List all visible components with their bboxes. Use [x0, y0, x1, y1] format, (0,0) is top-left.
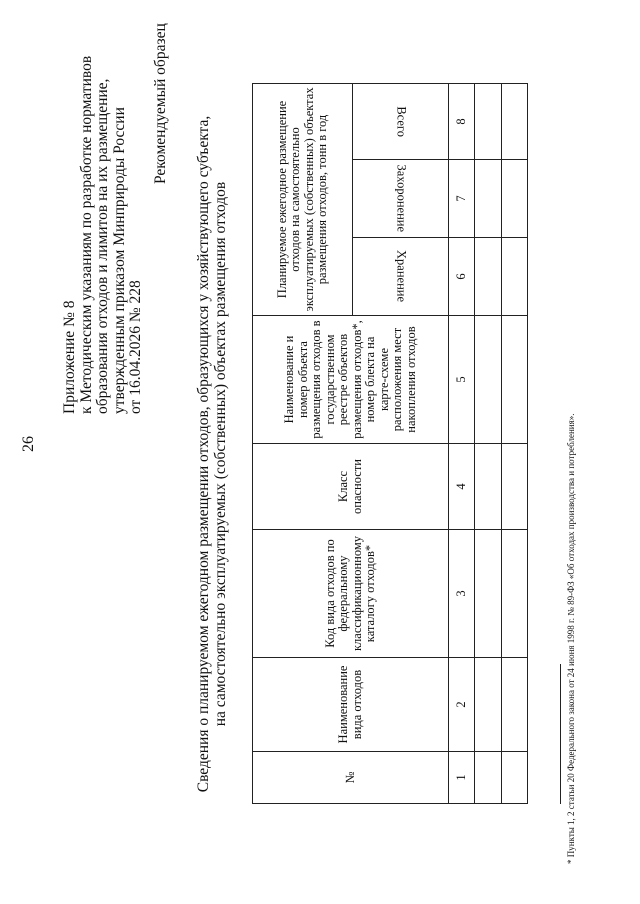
subheader-burial: [353, 160, 449, 238]
column-number-7: 7: [449, 160, 475, 238]
column-number-5: 5: [449, 316, 475, 444]
recommended-sample-label: Рекомендуемый образец: [152, 23, 169, 184]
header-number: №: [253, 752, 449, 804]
table-cell: [501, 160, 527, 238]
page-number: 26: [20, 436, 37, 452]
appendix-line-5: от 16.04.2026 № 228: [127, 280, 144, 414]
appendix-line-3: образования отходов и лимитов на их размещение,: [94, 78, 111, 414]
subheader-total: [353, 83, 449, 159]
header-waste-code: Код вида отходов по федеральному классификационному каталогу отходов*: [253, 530, 449, 658]
table-row: [475, 83, 501, 803]
table-cell: [501, 238, 527, 316]
subheader-total-text: Всего: [394, 106, 409, 137]
table-cell: [475, 316, 501, 444]
footnote: * Пункты 1, 2 статьи 20 Федерального закона от 24 июня 1998 г. № 89-ФЗ «Об отходах производства и потребления».: [566, 413, 576, 864]
column-number-2: 2: [449, 658, 475, 752]
document-title: [195, 74, 229, 834]
table-cell: [501, 658, 527, 752]
header-object-name: Наименование и номер объекта размещения отходов в государственном реестре объектов размещения отходов*, номер блекта на карте-схеме расположения мест накопления отходов: [253, 316, 449, 444]
subheader-storage: [353, 238, 449, 316]
appendix-line-4: утвержденным приказом Минприроды России: [110, 107, 128, 414]
footnote-separator: [560, 664, 561, 804]
waste-table: [252, 84, 528, 804]
column-number-6: 6: [449, 238, 475, 316]
table-cell: [501, 530, 527, 658]
table-cell: [475, 658, 501, 752]
column-number-8: 8: [449, 83, 475, 159]
subheader-storage-text: Хранение: [394, 250, 409, 303]
table: [252, 83, 528, 804]
table-cell: [475, 752, 501, 804]
table-cell: [501, 444, 527, 530]
subheader-burial-text: Захоронение: [394, 164, 409, 233]
title-line-2: на самостоятельно эксплуатируемых (собственных) объектах размещения отходов: [212, 181, 229, 727]
column-number-4: 4: [449, 444, 475, 530]
table-cell: [475, 160, 501, 238]
appendix-line-2: к Методическим указаниям по разработке нормативов: [77, 55, 95, 414]
column-numbers-row: [449, 83, 475, 803]
table-cell: [501, 316, 527, 444]
header-waste-name: Наименование вида отходов: [253, 658, 449, 752]
table-cell: [475, 238, 501, 316]
header-planned-placement: Планируемое ежегодное размещение отходов на самостоятельно эксплуатируемых (собственных) объектах размещения отходов, тонн в год: [253, 83, 353, 315]
table-cell: [475, 444, 501, 530]
table-cell: [501, 752, 527, 804]
column-number-1: 1: [449, 752, 475, 804]
title-line-1: Сведения о планируемом ежегодном размещении отходов, образующихся у хозяйствующего субъекта,: [195, 115, 212, 793]
table-cell: [501, 83, 527, 159]
table-row: [501, 83, 527, 803]
header-hazard-class: Класс опасности: [253, 444, 449, 530]
appendix-header: [62, 14, 145, 414]
appendix-line-1: Приложение № 8: [61, 300, 78, 414]
table-cell: [475, 530, 501, 658]
column-number-3: 3: [449, 530, 475, 658]
table-cell: [475, 83, 501, 159]
